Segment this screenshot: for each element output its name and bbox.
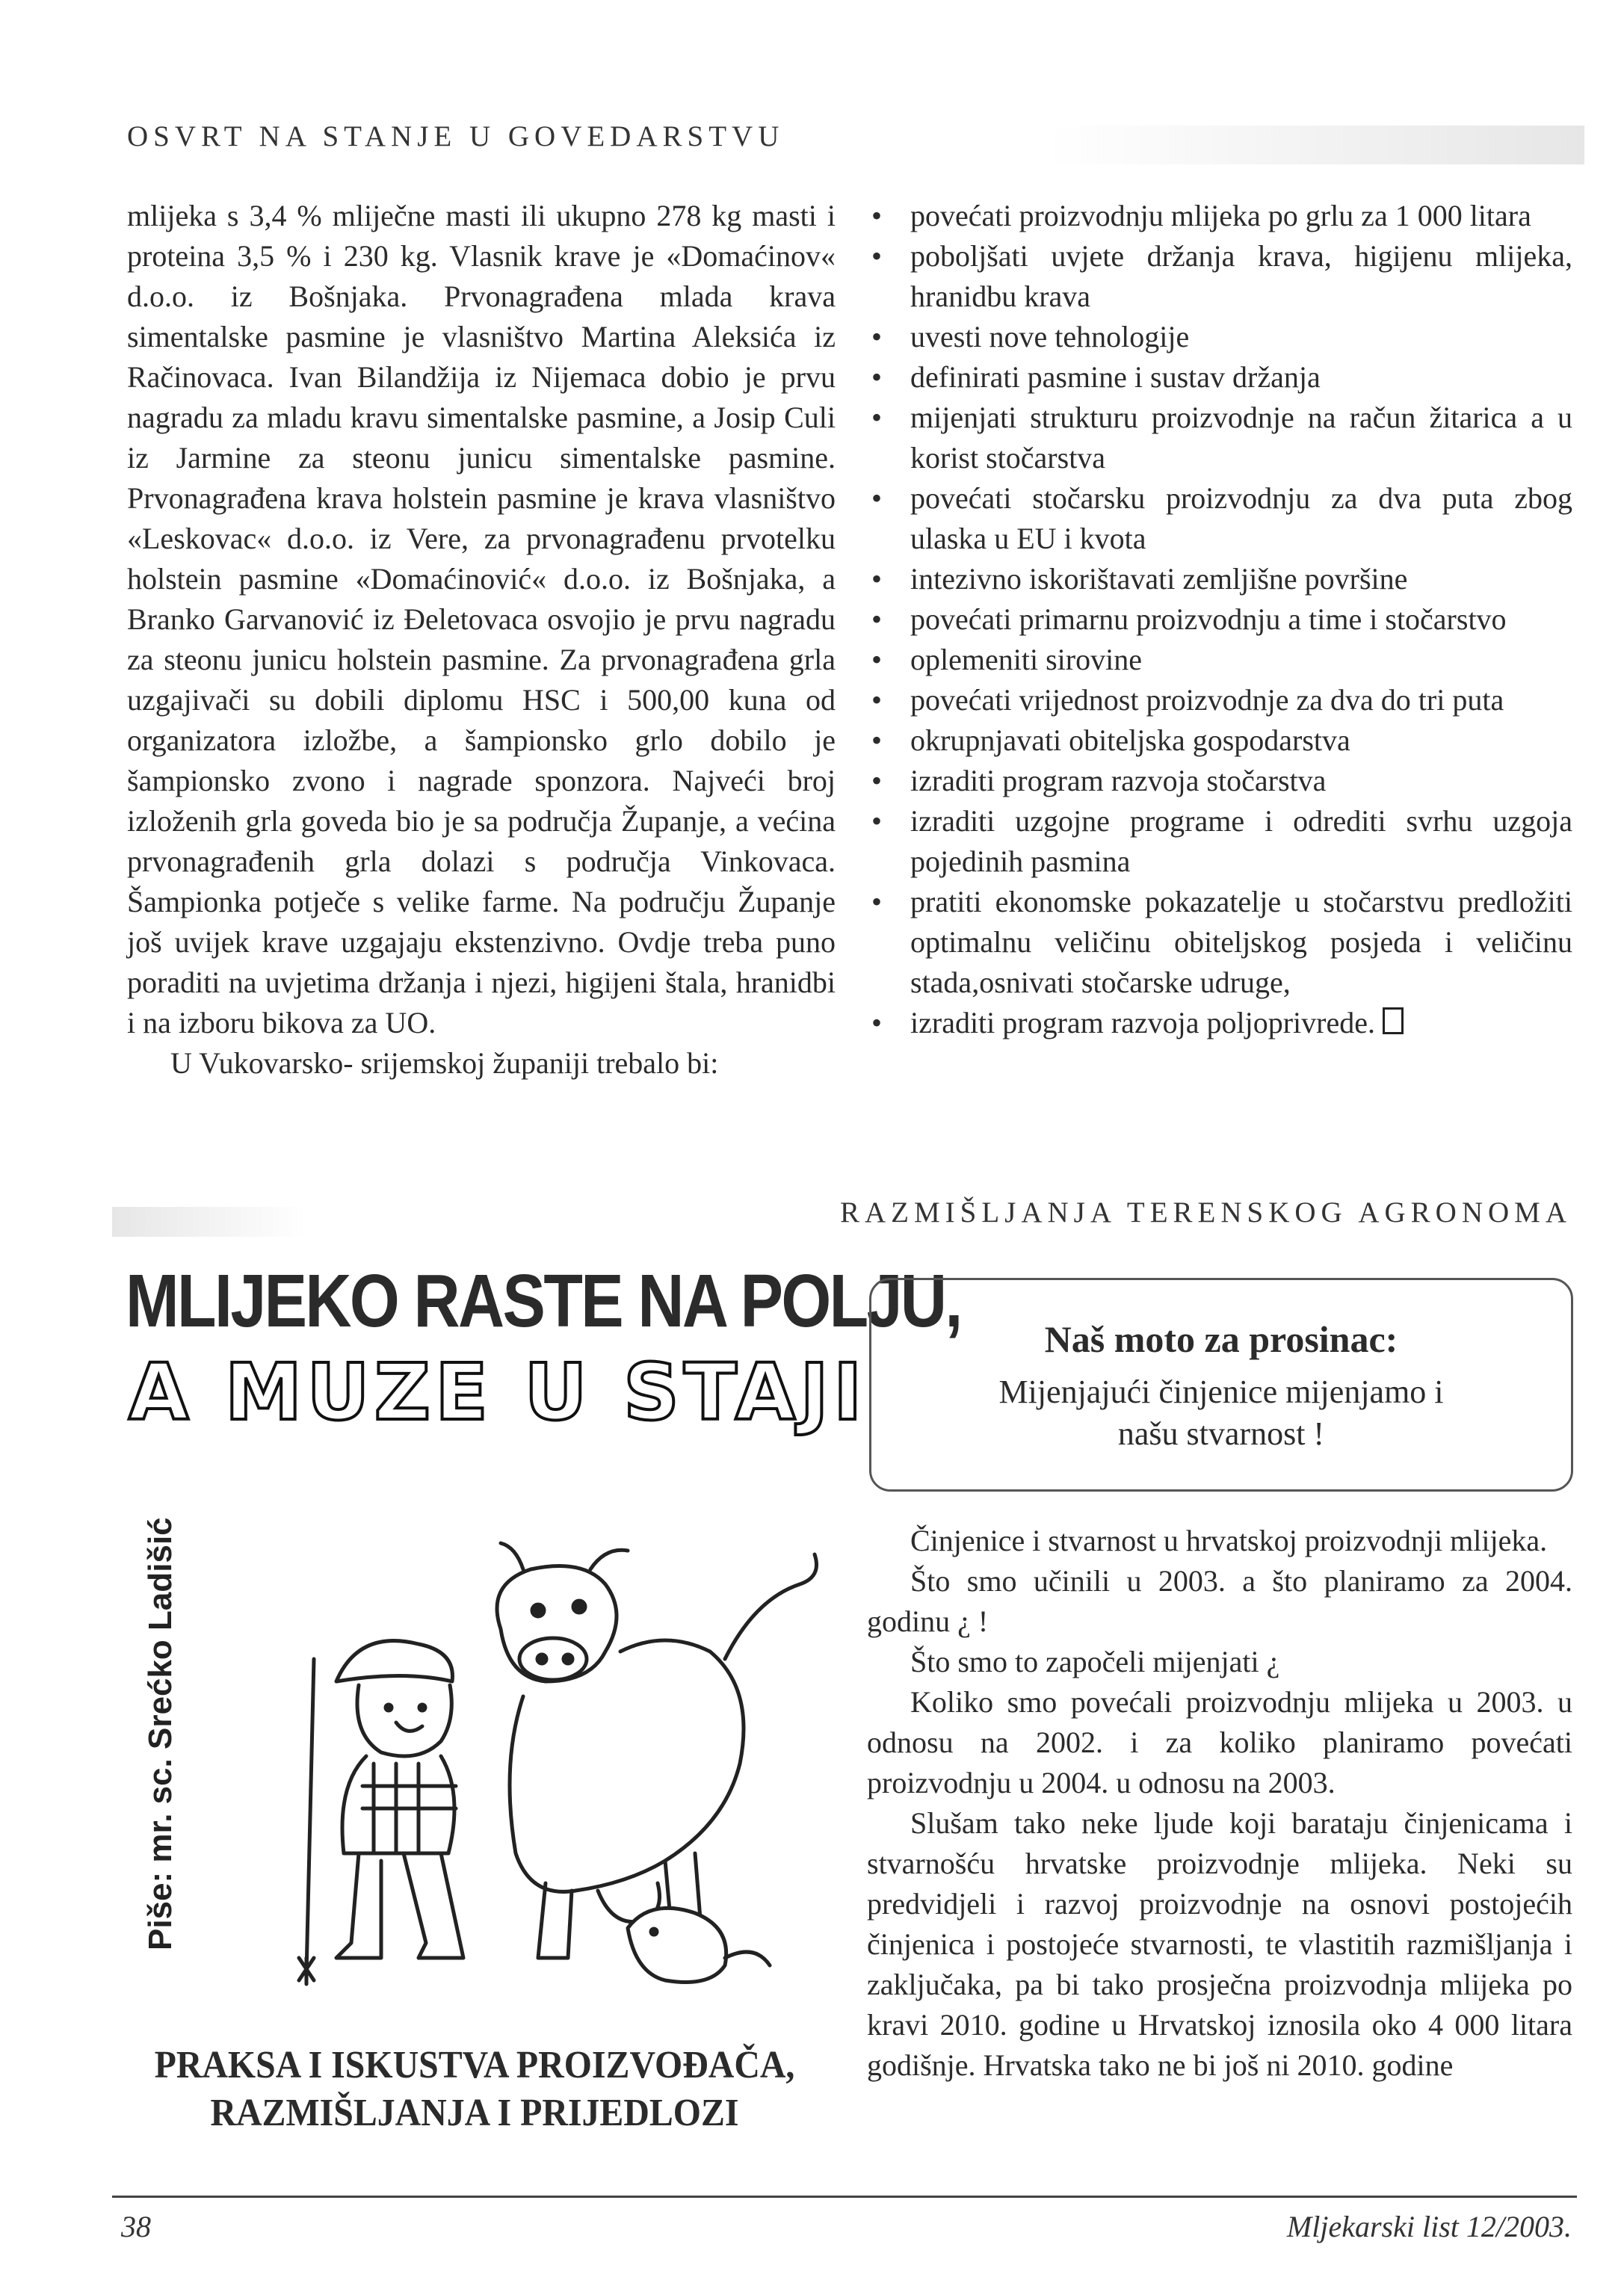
bullet-item: • izraditi uzgojne programe i odrediti svrhu uzgoja pojedinih pasmina: [867, 801, 1572, 882]
moto-title: Naš moto za prosinac:: [1044, 1318, 1398, 1360]
bullet-item: • oplemeniti sirovine: [867, 640, 1572, 680]
right-paragraph: Slušam tako neke ljude koji barataju činjenicama i stvarnošću hrvatske proizvodnje mlijeka. Neki su predvidjeli i razvoj proizvodnje na osnovi postojećih činjenica i postojeće stvarnosti, te vlastitih razmišljanja i zaključaka, pa bi tako prosječna proizvodnja mlijeka po kravi 2010. godine u Hrvatskoj iznosila oko 4 000 litara godišnje. Hrvatska tako ne bi još ni 2010. godine: [867, 1806, 1572, 2082]
subtitle: [141, 2042, 808, 2137]
right-paragraph: Što smo to započeli mijenjati ¿: [910, 1645, 1280, 1678]
subtitle-line2: RAZMIŠLJANJA I PRIJEDLOZI: [210, 2092, 739, 2134]
author-byline: Piše: mr. sc. Srećko Ladišić: [142, 1517, 179, 1950]
headline-line2: A MUZE U STAJI: [129, 1347, 867, 1438]
left-column-text: mlijeka s 3,4 % mliječne masti ili ukupno 278 kg masti i proteina 3,5 % i 230 kg. Vlasnik krave je «Domaćinov« d.o.o. iz Bošnjaka. Prvonagrađena mlada krava simentalske pasmine je vlasništvo Martina Aleksića iz Račinovaca. Ivan Bilandžija iz Nijemaca dobio je prvu nagradu za mladu kravu simentalske pasmine, a Josip Culi iz Jarmine za steonu junicu simentalske pasmine. Prvonagrađena krava holstein pasmine je krava vlasništvo «Leskovac« d.o.o. iz Vere, za prvonagrađenu prvotelku holstein pasmine «Domaćinović« d.o.o. iz Bošnjaka, a Branko Garvanović iz Đeletovaca osvojio je prvu nagradu za steonu junicu holstein pasmine. Za prvonagrađena grla uzgajivači su dobili diplomu HSC i 500,00 kuna od organizatora izložbe, a šampionsko grlo dobilo je šampionsko zvono i nagrade sponzora. Najveći broj izloženih grla goveda bio je sa područja Županje, a većina prvonagrađenih grla dolazi s područja Vinkovaca. Šampionka potječe s velike farme. Na području Županje još uvijek krave uzgajaju ekstenzivno. Ovdje treba puno poraditi na uvjetima držanja i njezi, higijeni štala, hranidbi i na izboru bikova za UO.: [127, 199, 836, 1039]
footer-page-number: 38: [121, 2210, 151, 2243]
bullet-item: • povećati primarnu proizvodnju a time i stočarstvo: [867, 599, 1572, 640]
headline: [126, 1258, 961, 1344]
right-paragraph: Činjenice i stvarnost u hrvatskoj proizvodnji mlijeka.: [910, 1524, 1548, 1557]
headline-line1: MLIJEKO RASTE NA POLJU,: [126, 1259, 961, 1343]
right-paragraph: Što smo učinili u 2003. a što planiramo za 2004. godinu ¿ !: [867, 1564, 1572, 1638]
right-column-lower: [867, 1521, 1572, 2086]
bullet-item: • uvesti nove tehnologije: [867, 317, 1572, 357]
left-column: [127, 196, 836, 1084]
moto-line2: našu stvarnost !: [1117, 1415, 1325, 1452]
bullet-item: • povećati proizvodnju mlijeka po grlu za 1 000 litara: [867, 196, 1572, 236]
bullet-item: • definirati pasmine i sustav držanja: [867, 357, 1572, 398]
bullet-list-container: [867, 196, 1572, 1043]
mid-header-shading: [112, 1207, 306, 1237]
farmer-cow-illustration: [277, 1539, 837, 1988]
footer-rule: [112, 2196, 1577, 2198]
section-header: OSVRT NA STANJE U GOVEDARSTVU: [127, 120, 785, 152]
bullet-item: • okrupnjavati obiteljska gospodarstva: [867, 720, 1572, 761]
bullet-list: [867, 196, 1572, 1043]
bullet-item: • povećati vrijednost proizvodnje za dva do tri puta: [867, 680, 1572, 720]
subtitle-line1: PRAKSA I ISKUSTVA PROIZVOĐAČA,: [154, 2044, 795, 2086]
bullet-item: • izraditi program razvoja poljoprivrede.: [867, 1003, 1572, 1043]
bullet-item: • pratiti ekonomske pokazatelje u stočarstvu predložiti optimalnu veličinu obiteljskog posjeda i veličinu stada,osnivati stočarske udruge,: [867, 882, 1572, 1003]
header-shading: [1046, 126, 1584, 164]
moto-line1: Mijenjajući činjenice mijenjamo i: [998, 1374, 1444, 1410]
bullet-item: • povećati stočarsku proizvodnju za dva puta zbog ulaska u EU i kvota: [867, 478, 1572, 559]
end-mark-icon: [1383, 1007, 1404, 1034]
moto-box: [869, 1278, 1573, 1492]
bullet-item: • intezivno iskorištavati zemljišne površine: [867, 559, 1572, 599]
section-header-mid: RAZMIŠLJANJA TERENSKOG AGRONOMA: [839, 1196, 1572, 1229]
footer-journal: Mljekarski list 12/2003.: [1286, 2210, 1572, 2243]
left-column-last-line: U Vukovarsko- srijemskoj županiji trebalo bi:: [170, 1046, 719, 1080]
bullet-item: • poboljšati uvjete držanja krava, higijenu mlijeka, hranidbu krava: [867, 236, 1572, 317]
bullet-item: • izraditi program razvoja stočarstva: [867, 761, 1572, 801]
right-paragraph: Koliko smo povećali proizvodnju mlijeka u 2003. u odnosu na 2002. i za koliko planiramo povećati proizvodnju u 2004. u odnosu na 2003.: [867, 1685, 1572, 1799]
bullet-item: • mijenjati strukturu proizvodnje na račun žitarica a u korist stočarstva: [867, 398, 1572, 478]
